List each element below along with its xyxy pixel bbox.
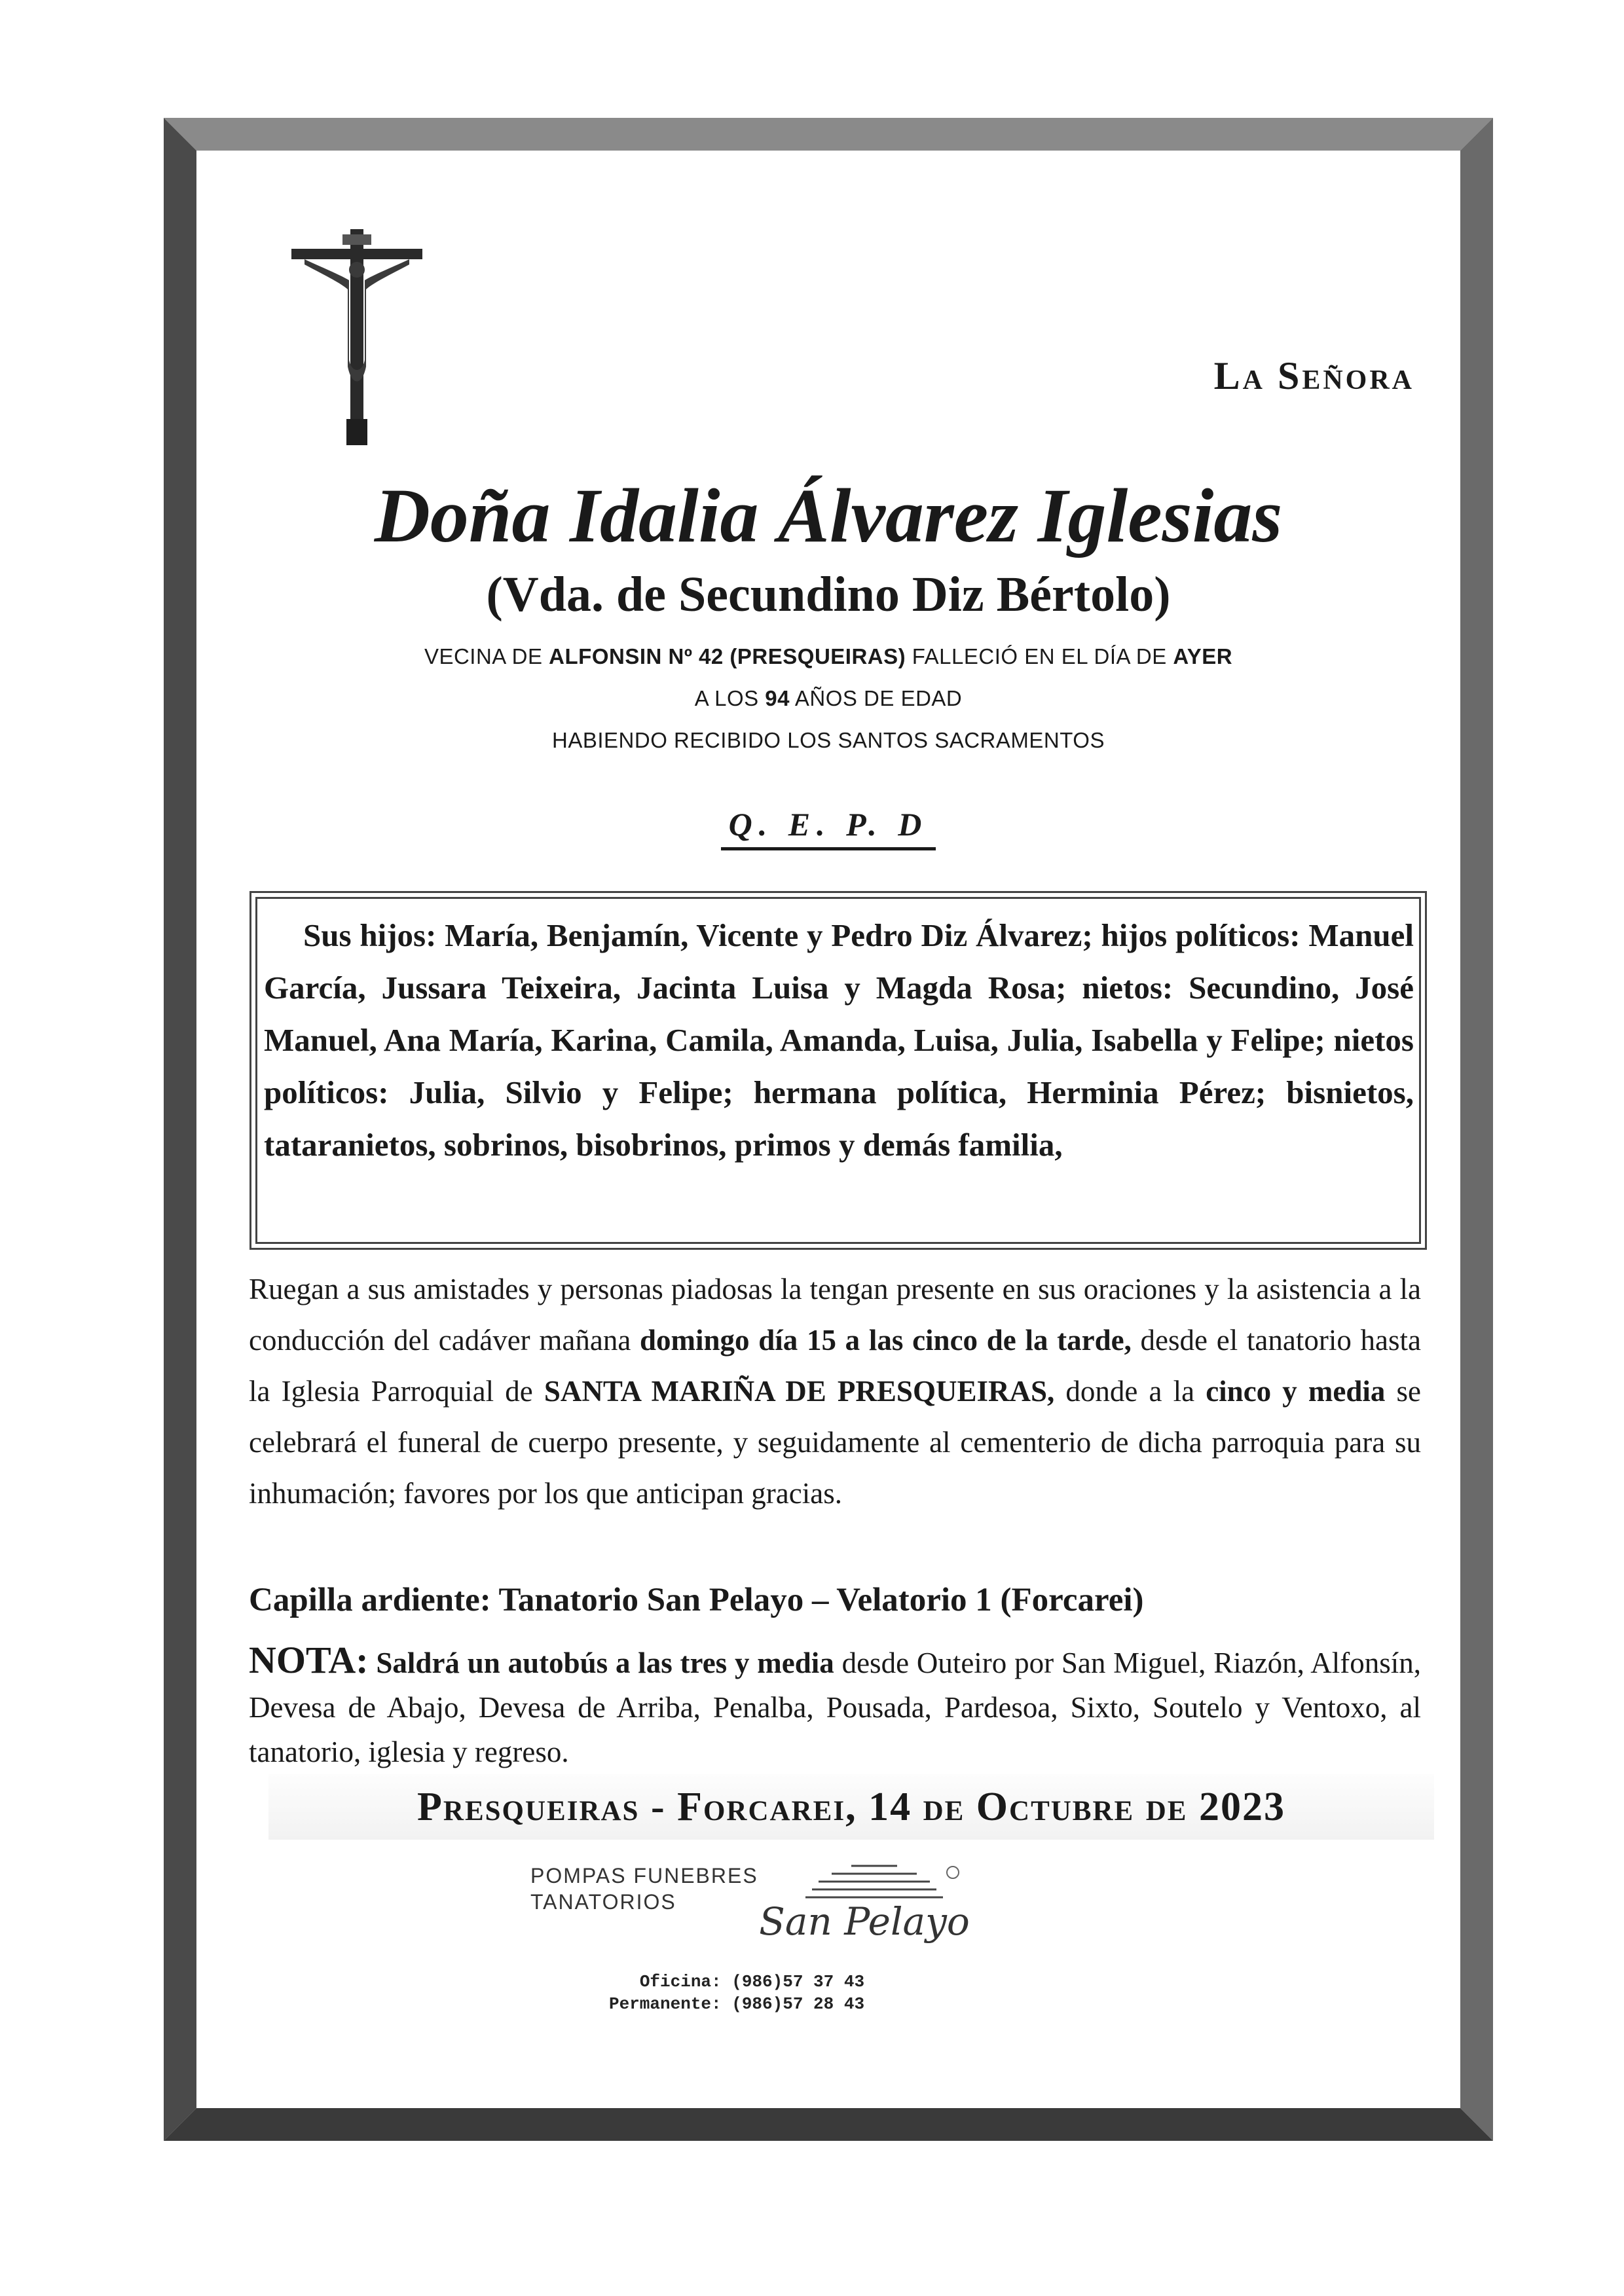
qepd: Q. E. P. D <box>210 805 1447 850</box>
crucifix-icon <box>291 229 422 445</box>
info-line-2: A LOS 94 AÑOS DE EDAD <box>694 686 963 710</box>
nota-paragraph: NOTA: Saldrá un autobús a las tres y media desde Outeiro por San Miguel, Riazón, Alfonsín, Devesa de Abajo, Devesa de Arriba, Penalba, Pousada, Pardesoa, Sixto, Soutelo y Ventoxo, al tanatorio, iglesia y regreso. <box>249 1639 1421 1768</box>
phone-numbers: Oficina: (986)57 37 43 Permanente: (986)57 28 43 <box>609 1972 865 2014</box>
svg-text:San Pelayo: San Pelayo <box>759 1899 970 1944</box>
funeral-home-label: POMPAS FUNEBRES TANATORIOS <box>530 1864 758 1914</box>
family-box <box>255 897 1421 1244</box>
widow-of: (Vda. de Secundino Diz Bértolo) <box>486 567 1171 622</box>
title-la-senora: La Señora <box>1213 354 1414 397</box>
family-text: Sus hijos: María, Benjamín, Vicente y Pedro Diz Álvarez; hijos políticos: Manuel García, Jussara Teixeira, Jacinta Luisa y Magda Rosa; nietos: Secundino, José Manuel, Ana María, Karina, Camila, Amanda, Luisa, Julia, Isabella y Felipe; nietos políticos: Julia, Silvio y Felipe; hermana política, Herminia Pérez; bisnietos, tataranietos, sobrinos, bisobrinos, primos y demás familia, <box>264 917 1414 1163</box>
info-line-3: HABIENDO RECIBIDO LOS SANTOS SACRAMENTOS <box>552 728 1105 752</box>
san-pelayo-logo <box>753 1853 976 1951</box>
place-date: Presqueiras - Forcarei, 14 de Octubre de 2023 <box>268 1774 1434 1840</box>
ruegan-paragraph: Ruegan a sus amistades y personas piadosas la tengan presente en sus oraciones y la asistencia a la conducción del cadáver mañana domingo día 15 a las cinco de la tarde, desde el tanatorio hasta la Iglesia Parroquial de SANTA MARIÑA DE PRESQUEIRAS, donde a la cinco y media se celebrará el funeral de cuerpo presente, y seguidamente al cementerio de dicha parroquia para su inhumación; favores por los que anticipan gracias. <box>249 1273 1422 1510</box>
capilla-ardiente: Capilla ardiente: Tanatorio San Pelayo – Velatorio 1 (Forcarei) <box>249 1582 1144 1618</box>
obituary-content <box>210 157 1447 2102</box>
info-line-1: VECINA DE ALFONSIN Nº 42 (PRESQUEIRAS) FALLECIÓ EN EL DÍA DE AYER <box>424 644 1233 668</box>
deceased-name: Doña Idalia Álvarez Iglesias <box>374 473 1283 558</box>
